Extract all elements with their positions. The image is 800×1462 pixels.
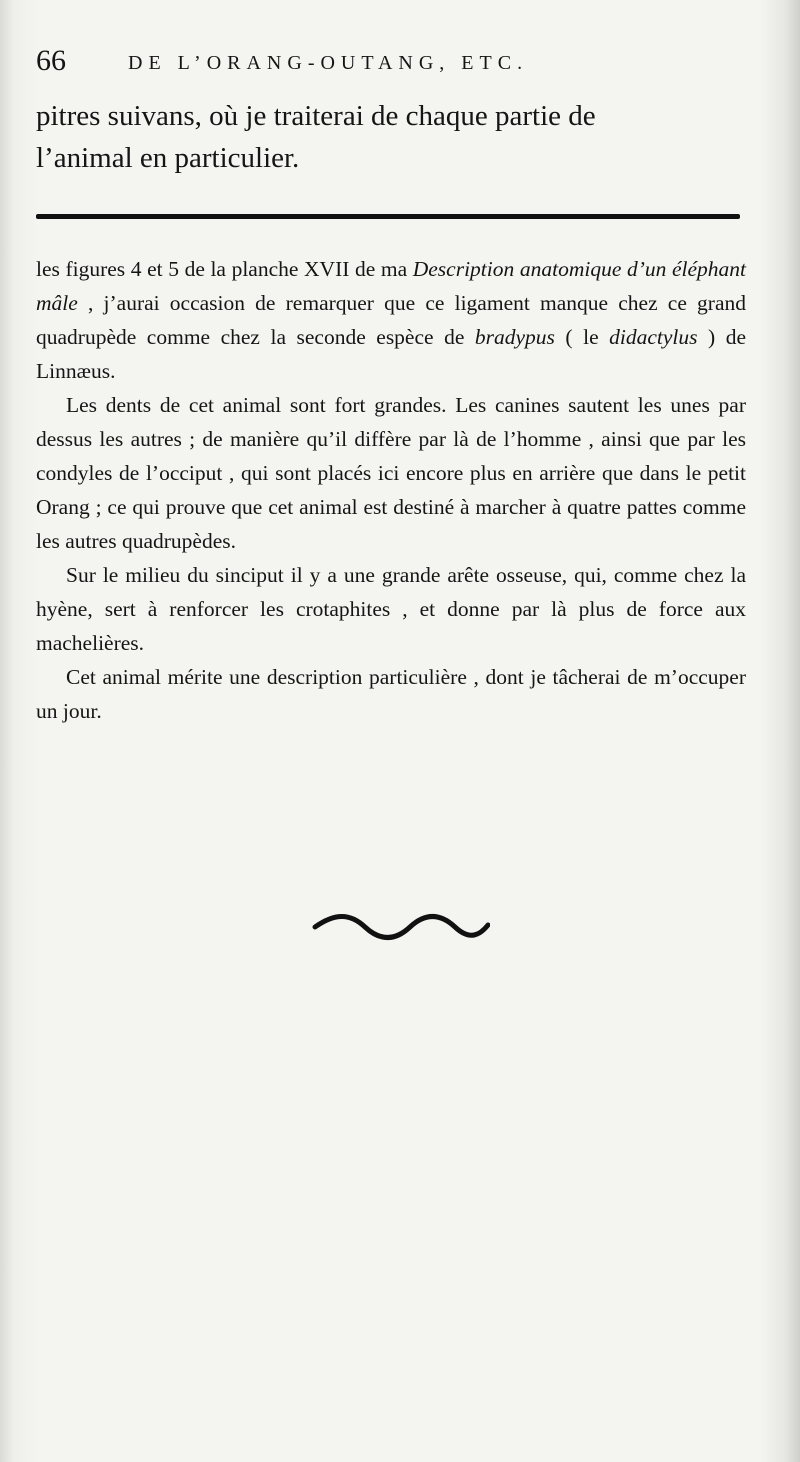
intro-line-2: l’animal en particulier. bbox=[36, 142, 300, 174]
footnote-p1-text-g: ) de Linnæus. bbox=[36, 325, 746, 383]
footnote-paragraph-2: Les dents de cet animal sont fort grandes. Les canines sautent les unes par dessus les autres ; de manière qu’il diffère par là de l’homme , ainsi que par les condyles de l’occiput , qui sont placés ici encore plus en arrière que dans le petit Orang ; ce qui prouve que cet animal est destiné à marcher à quatre pattes comme les autres quadrupèdes. bbox=[36, 393, 746, 553]
running-head-title: DE L’ORANG-OUTANG, ETC. bbox=[128, 52, 529, 74]
footnote-block bbox=[36, 252, 746, 728]
footnote-separator-rule bbox=[36, 214, 740, 219]
footnote-p1-text-e: ( le bbox=[554, 325, 610, 349]
intro-line-1: pitres suivans, où je traiterai de chaque partie de bbox=[36, 100, 596, 132]
running-head bbox=[36, 44, 756, 84]
wavy-tailpiece-ornament-icon bbox=[310, 905, 490, 945]
intro-paragraph bbox=[36, 95, 748, 179]
footnote-p1-text-c: , j’aurai occasion de remarquer que ce ligament manque chez ce grand quadrupède comme chez la seconde espèce de bbox=[36, 291, 746, 349]
footnote-paragraph-3: Sur le milieu du sinciput il y a une grande arête osseuse, qui, comme chez la hyène, sert à renforcer les crotaphites , et donne par là plus de force aux machelières. bbox=[36, 563, 746, 655]
footnote-p1-italic-didactylus: didactylus bbox=[609, 325, 698, 349]
footnote-p1-italic-bradypus: bradypus bbox=[474, 325, 555, 349]
footnote-p1-italic-title: Description anatomique d’un éléphant mâle bbox=[36, 257, 746, 315]
page-number: 66 bbox=[36, 44, 66, 77]
footnote-paragraph-1 bbox=[36, 252, 746, 388]
footnote-p1-text-a: les figures 4 et 5 de la planche XVII de ma bbox=[36, 257, 413, 281]
footnote-paragraph-4: Cet animal mérite une description particulière , dont je tâcherai de m’occuper un jour. bbox=[36, 665, 746, 723]
